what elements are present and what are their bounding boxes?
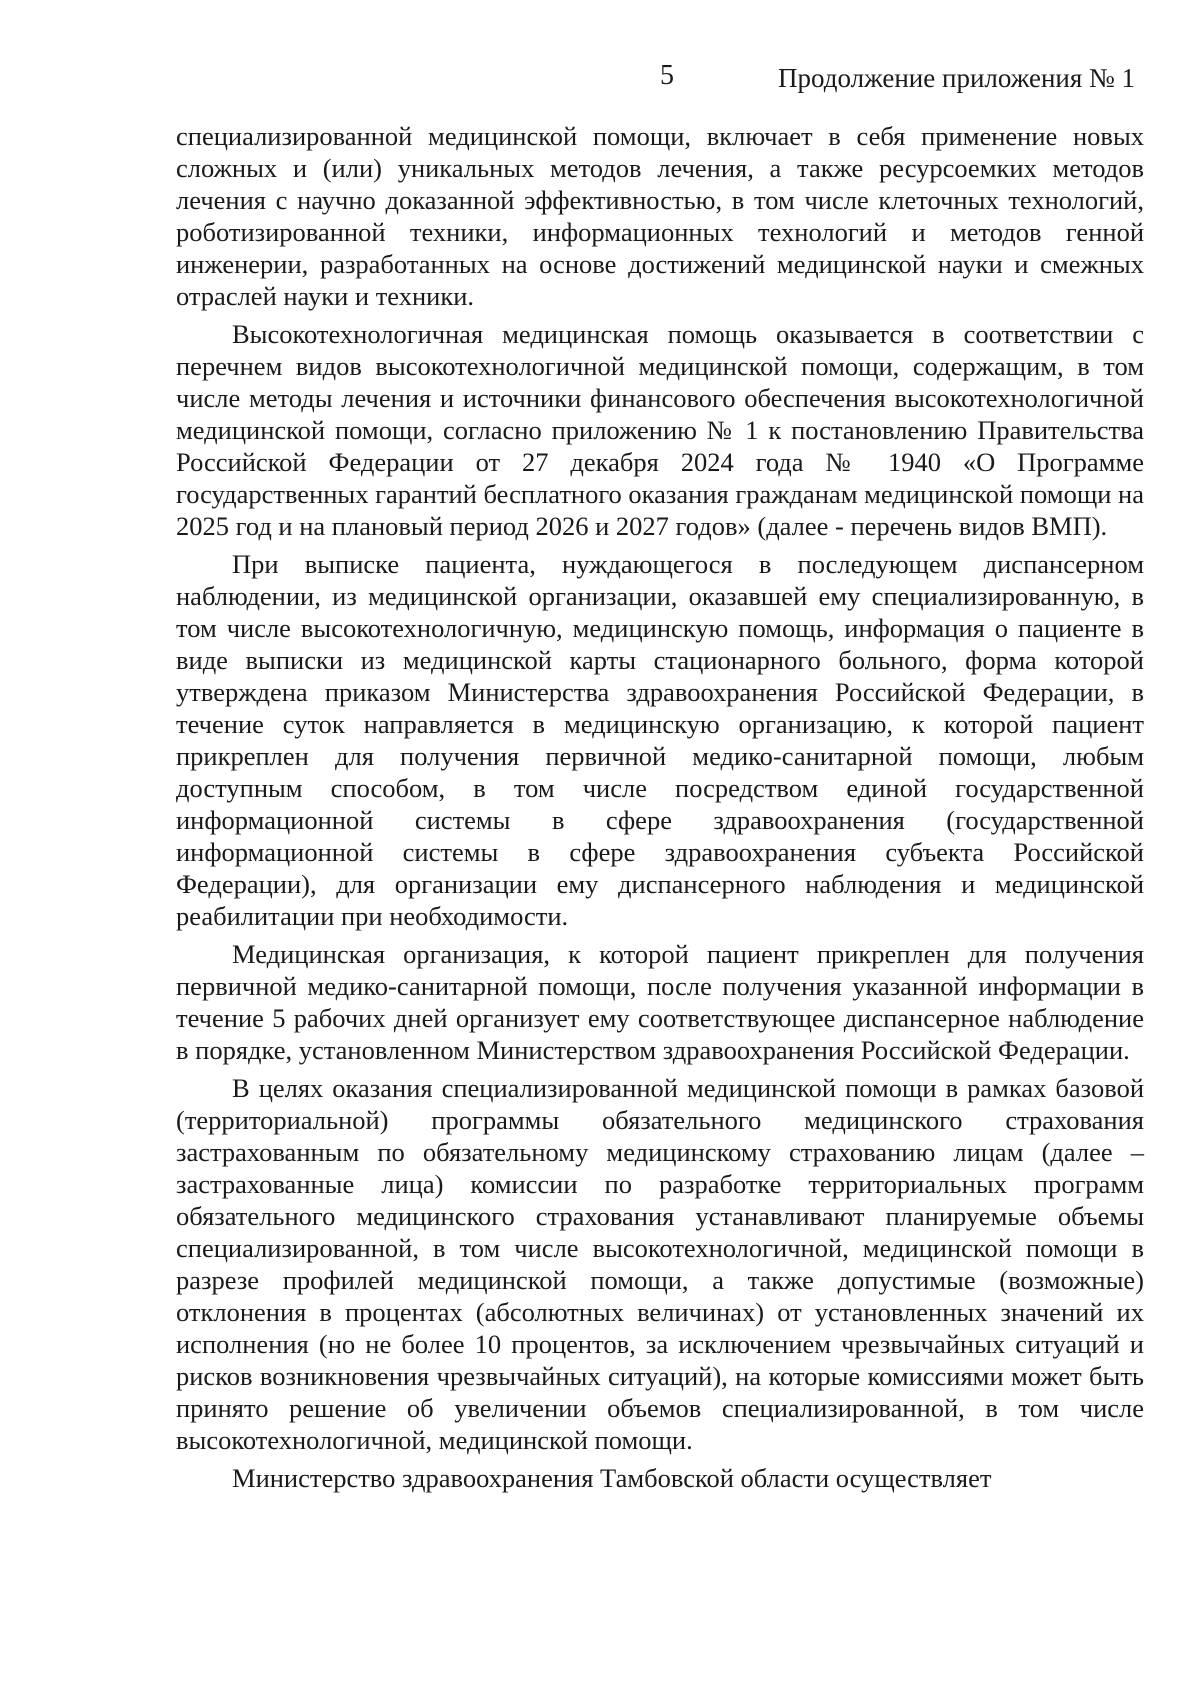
paragraph-continuation: специализированной медицинской помощи, включает в себя применение новых сложных и (или) уникальных методов лечения, а также ресурсоемких методов лечения с научно доказанной эффективностью, в том числе клеточных технологий, роботизированной техники, информационных технологий и методов генной инженерии, разработанных на основе достижений медицинской науки и смежных отраслей науки и техники.	[176, 121, 1144, 311]
document-body	[176, 120, 1144, 1494]
paragraph-dispensary-observation: Медицинская организация, к которой пациент прикреплен для получения первичной медико-санитарной помощи, после получения указанной информации в течение 5 рабочих дней организует ему соответствующее диспансерное наблюдение в порядке, установленном Министерством здравоохранения Российской Федерации.	[176, 939, 1144, 1065]
running-header: Продолжение приложения № 1	[778, 63, 1136, 93]
paragraph-patient-discharge: При выписке пациента, нуждающегося в последующем диспансерном наблюдении, из медицинской организации, оказавшей ему специализированную, в том числе высокотехнологичную, медицинскую помощь, информация о пациенте в виде выписки из медицинской карты стационарного больного, форма которой утверждена приказом Министерства здравоохранения Российской Федерации, в течение суток направляется в медицинскую организацию, к которой пациент прикреплен для получения первичной медико-санитарной помощи, любым доступным способом, в том числе посредством единой государственной информационной системы в сфере здравоохранения (государственной информационной системы в сфере здравоохранения субъекта Российской Федерации), для организации ему диспансерного наблюдения и медицинской реабилитации при необходимости.	[176, 549, 1144, 931]
page-number: 5	[660, 60, 674, 91]
paragraph-vmp-list: Высокотехнологичная медицинская помощь оказывается в соответствии с перечнем видов высокотехнологичной медицинской помощи, содержащим, в том числе методы лечения и источники финансового обеспечения высокотехнологичной медицинской помощи, согласно приложению № 1 к постановлению Правительства Российской Федерации от 27 декабря 2024 года № 1940 «О Программе государственных гарантий бесплатного оказания гражданам медицинской помощи на 2025 год и на плановый период 2026 и 2027 годов» (далее - перечень видов ВМП).	[176, 319, 1144, 541]
paragraph-specialized-care-volumes: В целях оказания специализированной медицинской помощи в рамках базовой (территориальной) программы обязательного медицинского страхования застрахованным по обязательному медицинскому страхованию лицам (далее – застрахованные лица) комиссии по разработке территориальных программ обязательного медицинского страхования устанавливают планируемые объемы специализированной, в том числе высокотехнологичной, медицинской помощи в разрезе профилей медицинской помощи, а также допустимые (возможные) отклонения в процентах (абсолютных величинах) от установленных значений их исполнения (но не более 10 процентов, за исключением чрезвычайных ситуаций и рисков возникновения чрезвычайных ситуаций), на которые комиссиями может быть принято решение об увеличении объемов специализированной, в том числе высокотехнологичной, медицинской помощи.	[176, 1073, 1144, 1455]
paragraph-ministry: Министерство здравоохранения Тамбовской области осуществляет	[232, 1463, 992, 1493]
